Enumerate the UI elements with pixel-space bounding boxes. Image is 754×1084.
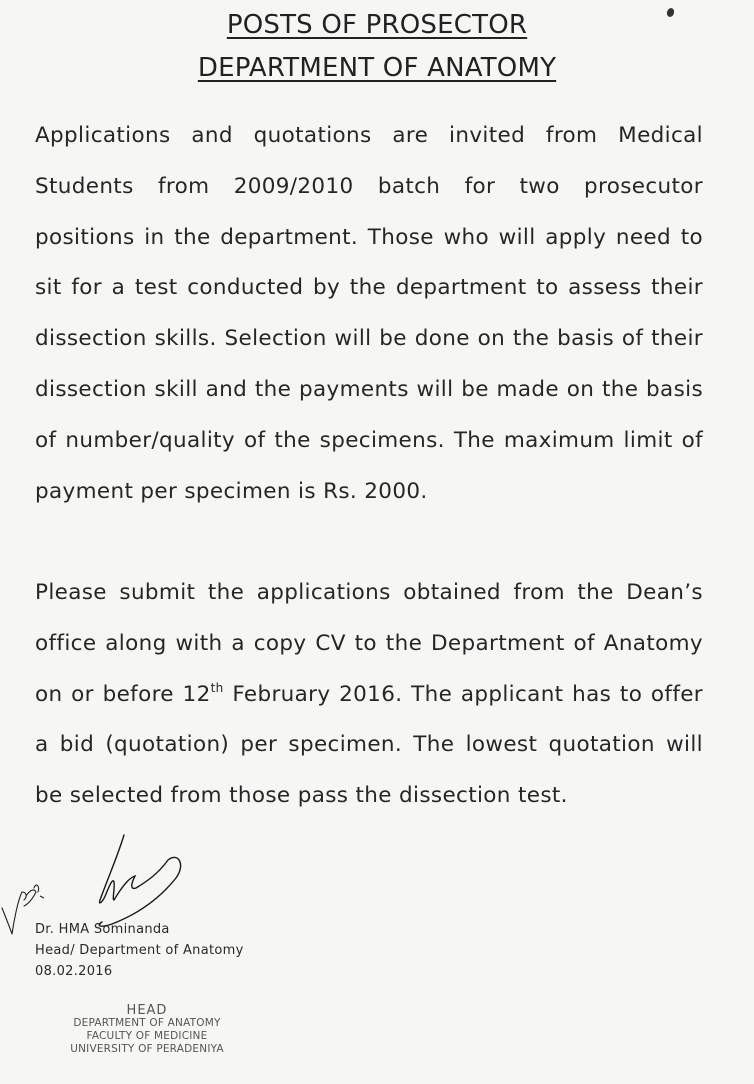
paragraph-invitation: Applications and quotations are invited from Medical Students from 2009/2010 batch for two prosecutor positions in the department. Those who will apply need to sit for a test conducted by the department to assess their dissection skills. Selection will be done on the basis of their dissection skill and the payments will be made on the basis of number/quality of the specimens. The maximum limit of payment per specimen is Rs. 2000. xyxy=(35,123,703,504)
signatory-position: Head/ Department of Anatomy xyxy=(35,943,244,958)
notice-title: POSTS OF PROSECTOR xyxy=(226,10,528,40)
signatory-name: Dr. HMA Sominanda xyxy=(35,922,170,937)
paragraph-submission-text-cont: February 2016. The applicant has to offer a bid (quotation) per specimen. The lowest quotation will be selected from those pass the dissection test. xyxy=(35,681,704,809)
paragraph-submission-text: Please submit the applications obtained from the Dean’s office along with a copy CV to the Department of Anatomy on or before 12 xyxy=(35,580,703,707)
signatory-block xyxy=(35,919,244,982)
stamp-line-head: HEAD xyxy=(126,1003,168,1018)
official-stamp xyxy=(62,1004,232,1056)
stamp-line-faculty: FACULTY OF MEDICINE xyxy=(86,1030,208,1042)
signatory-date: 08.02.2016 xyxy=(35,964,113,979)
date-ordinal-superscript: th xyxy=(210,680,224,695)
paragraph-submission xyxy=(35,568,703,822)
stamp-line-department: DEPARTMENT OF ANATOMY xyxy=(73,1017,221,1029)
stamp-line-university: UNIVERSITY OF PERADENIYA xyxy=(70,1043,224,1055)
department-title: DEPARTMENT OF ANATOMY xyxy=(197,53,557,83)
